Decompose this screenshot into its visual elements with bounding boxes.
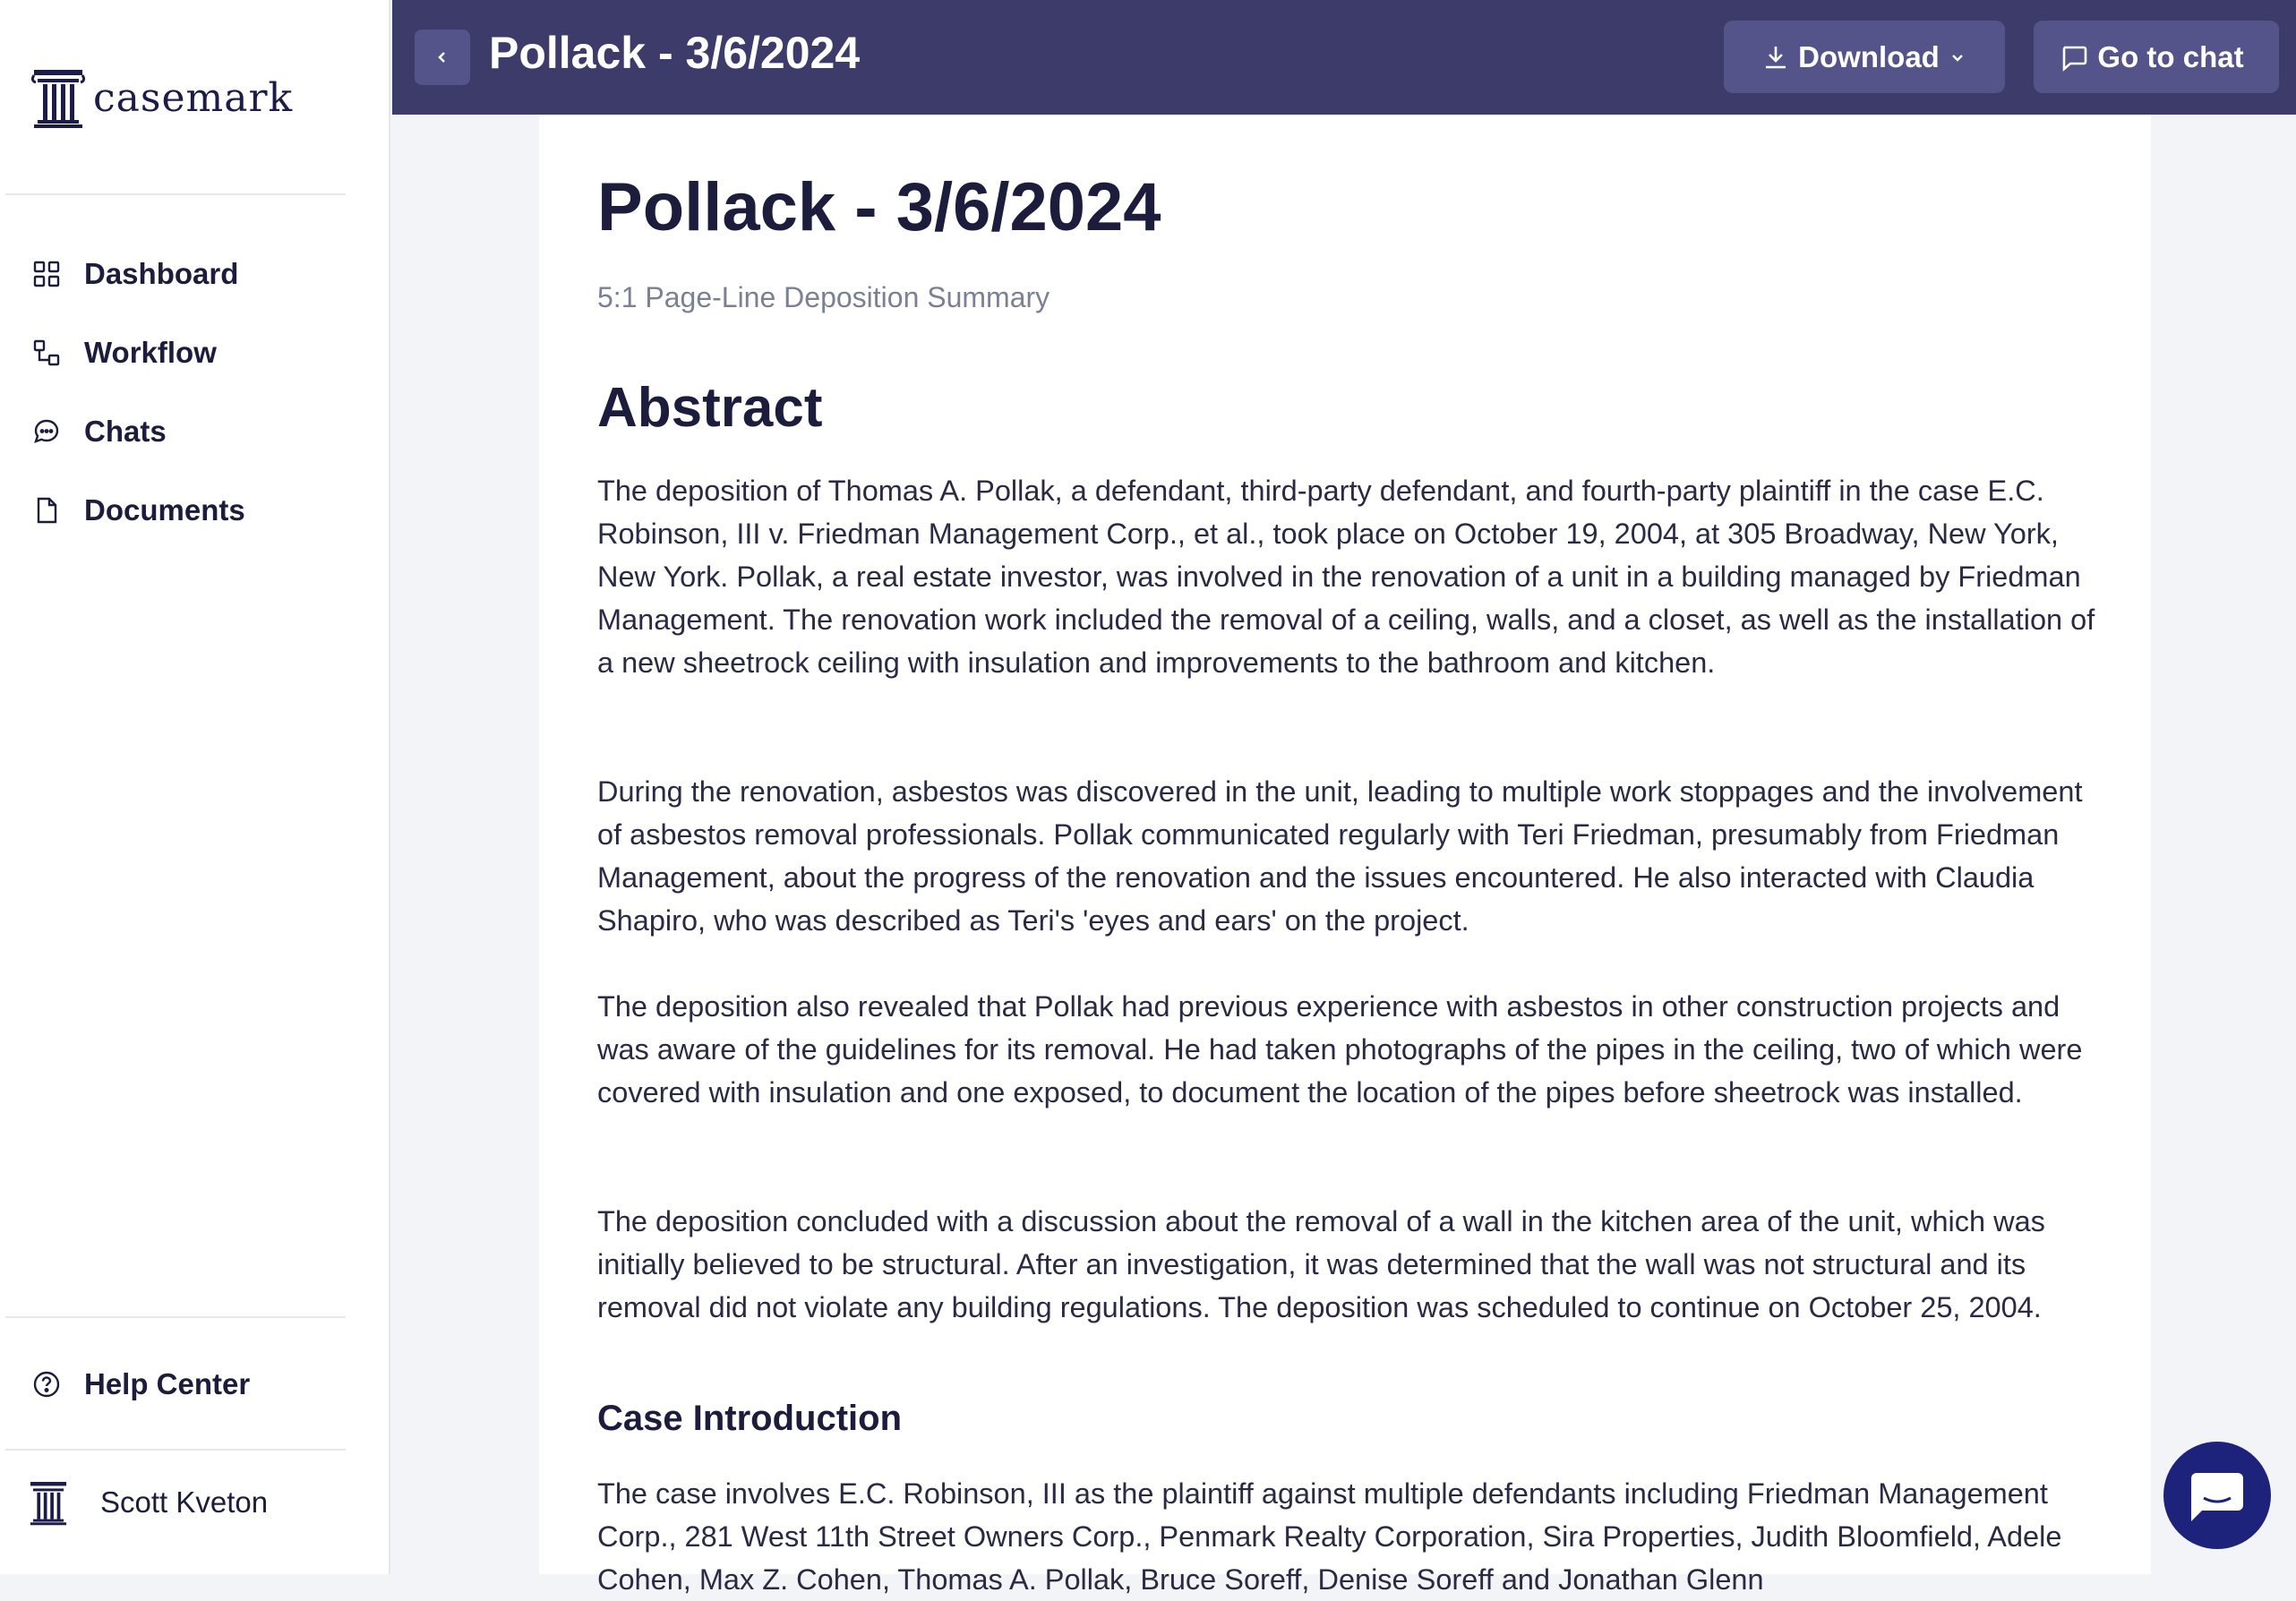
document-icon [32, 496, 61, 525]
chevron-left-icon [434, 49, 450, 65]
column-logo-icon [30, 66, 86, 129]
sidebar-item-label: Dashboard [84, 257, 239, 290]
sidebar-divider [5, 1316, 346, 1318]
header-bar [392, 0, 2296, 115]
grid-icon [32, 260, 61, 288]
sidebar-item-chats[interactable] [32, 392, 245, 471]
document-subtitle: 5:1 Page-Line Deposition Summary [597, 281, 1050, 313]
chat-bubble-icon [32, 417, 61, 446]
abstract-paragraph: The deposition also revealed that Pollak had previous experience with asbestos in other construction projects and was aware of the guidelines for its removal. He had taken photographs of the pipes in the ceiling, two of which were covered with insulation and one exposed, to document the location of the pipes before sheetrock was installed. [597, 990, 2083, 1109]
sidebar-item-workflow[interactable] [32, 313, 245, 392]
document-viewer [539, 115, 2151, 1596]
back-button[interactable] [415, 30, 470, 85]
document-title: Pollack - 3/6/2024 [597, 169, 1161, 245]
sidebar-nav [32, 235, 245, 550]
sidebar-item-label: Documents [84, 493, 245, 527]
abstract-paragraph: During the renovation, asbestos was discovered in the unit, leading to multiple work stoppages and the involvement of asbestos removal professionals. Pollak communicated regularly with Teri Friedman, presumably from Friedman Management, about the progress of the renovation and the issues encountered. He also interacted with Claudia Shapiro, who was described as Teri's 'eyes and ears' on the project. [597, 775, 2083, 937]
sidebar-item-dashboard[interactable] [32, 235, 245, 313]
abstract-paragraph: The deposition of Thomas A. Pollak, a defendant, third-party defendant, and fourth-party plaintiff in the case E.C. Robinson, III v. Friedman Management Corp., et al., took place on October 19, 2004, at 305 Broadway, New York, New York. Pollak, a real estate investor, was involved in the renovation of a unit in a building managed by Friedman Management. The renovation work included the removal of a ceiling, walls, and a closet, as well as the installation of a new sheetrock ceiling with insulation and improvements to the bathroom and kitchen. [597, 475, 2095, 679]
sidebar-divider [5, 1449, 346, 1451]
brand-name: casemark [93, 74, 294, 121]
sidebar [0, 0, 390, 1574]
abstract-paragraph: The deposition concluded with a discussion about the removal of a wall in the kitchen area of the unit, which was initially believed to be structural. After an investigation, it was determined that the wall was not structural and its removal did not violate any building regulations. The deposition was scheduled to continue on October 25, 2004. [597, 1205, 2045, 1323]
user-profile[interactable] [25, 1479, 268, 1526]
help-circle-icon [32, 1370, 61, 1399]
case-introduction-paragraph: The case involves E.C. Robinson, III as the plaintiff against multiple defendants including Friedman Management Corp., 281 West 11th Street Owners Corp., Penmark Realty Corporation, Sira Properties, Judith Bloomfield, Adele Cohen, Max Z. Cohen, Thomas A. Pollak, Bruce Soreff, Denise Soreff and Jonathan Glenn [597, 1477, 2062, 1596]
chevron-down-icon [1949, 48, 1966, 66]
go-to-chat-label: Go to chat [2097, 39, 2244, 73]
abstract-heading: Abstract [597, 377, 823, 439]
brand-logo[interactable] [30, 66, 293, 129]
sidebar-item-documents[interactable] [32, 471, 245, 550]
support-chat-button[interactable] [2163, 1442, 2271, 1549]
workflow-icon [32, 338, 61, 367]
sidebar-item-label: Workflow [84, 336, 217, 369]
download-button[interactable] [1724, 21, 2005, 93]
sidebar-item-label: Chats [84, 415, 167, 448]
download-icon [1762, 44, 1789, 71]
go-to-chat-button[interactable] [2034, 21, 2279, 93]
chat-widget-icon [2188, 1466, 2247, 1525]
download-label: Download [1798, 39, 1940, 73]
case-introduction-heading: Case Introduction [597, 1399, 903, 1438]
message-square-icon [2060, 43, 2088, 72]
avatar [25, 1479, 72, 1526]
user-name: Scott Kveton [100, 1485, 269, 1519]
help-center-label: Help Center [84, 1367, 251, 1400]
page-title: Pollack - 3/6/2024 [489, 28, 861, 78]
sidebar-divider [5, 193, 346, 195]
help-center-link[interactable] [32, 1345, 250, 1424]
